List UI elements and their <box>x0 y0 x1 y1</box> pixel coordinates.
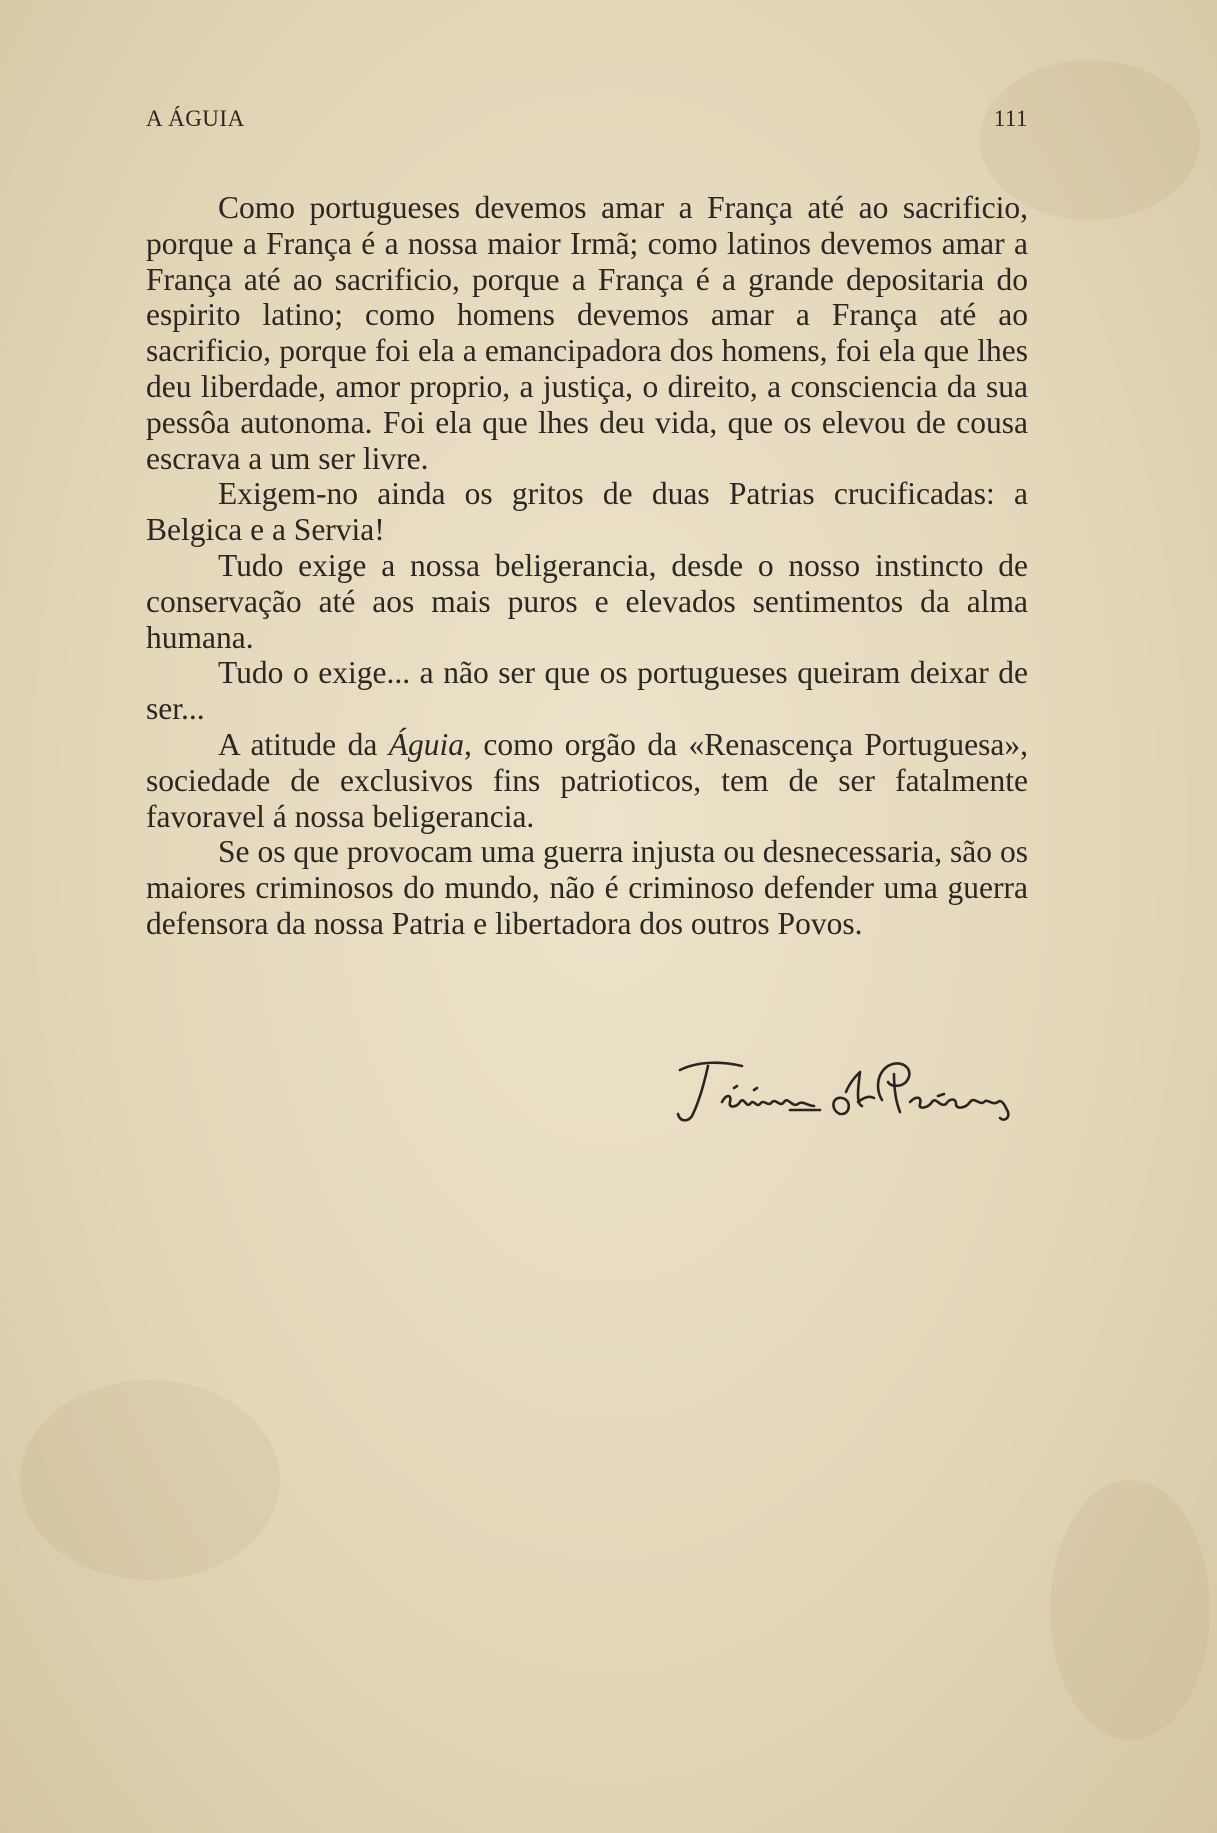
journal-name-italic: Águia <box>388 726 465 762</box>
handwritten-signature <box>670 1052 1030 1132</box>
page-number: 111 <box>993 106 1028 131</box>
signature-drawing <box>670 1052 1030 1132</box>
paragraph: A atitude da Águia, como orgão da «Renascença Portuguesa», sociedade de exclusivos fins patrioticos, tem de ser fatalmente favoravel á nossa beligerancia. <box>146 726 1028 834</box>
article-body <box>146 190 1028 942</box>
paragraph: Como portugueses devemos amar a França até ao sacrificio, porque a França é a nossa maior Irmã; como latinos devemos amar a França até ao sacrificio, porque a França é a grande depositaria do espirito latino; como homens devemos amar a França até ao sacrificio, porque foi ela a emancipadora dos homens, foi ela que lhes deu liberdade, amor proprio, a justiça, o direito, a consciencia da sua pessôa autonoma. Foi ela que lhes deu vida, que os elevou de cousa escrava a um ser livre. <box>146 190 1028 476</box>
paper-stain <box>1050 1480 1210 1740</box>
paragraph: Exigem-no ainda os gritos de duas Patrias crucificadas: a Belgica e a Servia! <box>146 476 1028 548</box>
running-header <box>146 106 1028 142</box>
paragraph: Tudo exige a nossa beligerancia, desde o nosso instincto de conservação até aos mais puros e elevados sentimentos da alma humana. <box>146 547 1028 655</box>
journal-title: A ÁGUIA <box>146 106 245 131</box>
paragraph: Tudo o exige... a não ser que os portugueses queiram deixar de ser... <box>146 655 1028 727</box>
paper-stain <box>20 1380 280 1580</box>
paragraph: Se os que provocam uma guerra injusta ou desnecessaria, são os maiores criminosos do mundo, não é criminoso defender uma guerra defensora da nossa Patria e libertadora dos outros Povos. <box>146 834 1028 941</box>
